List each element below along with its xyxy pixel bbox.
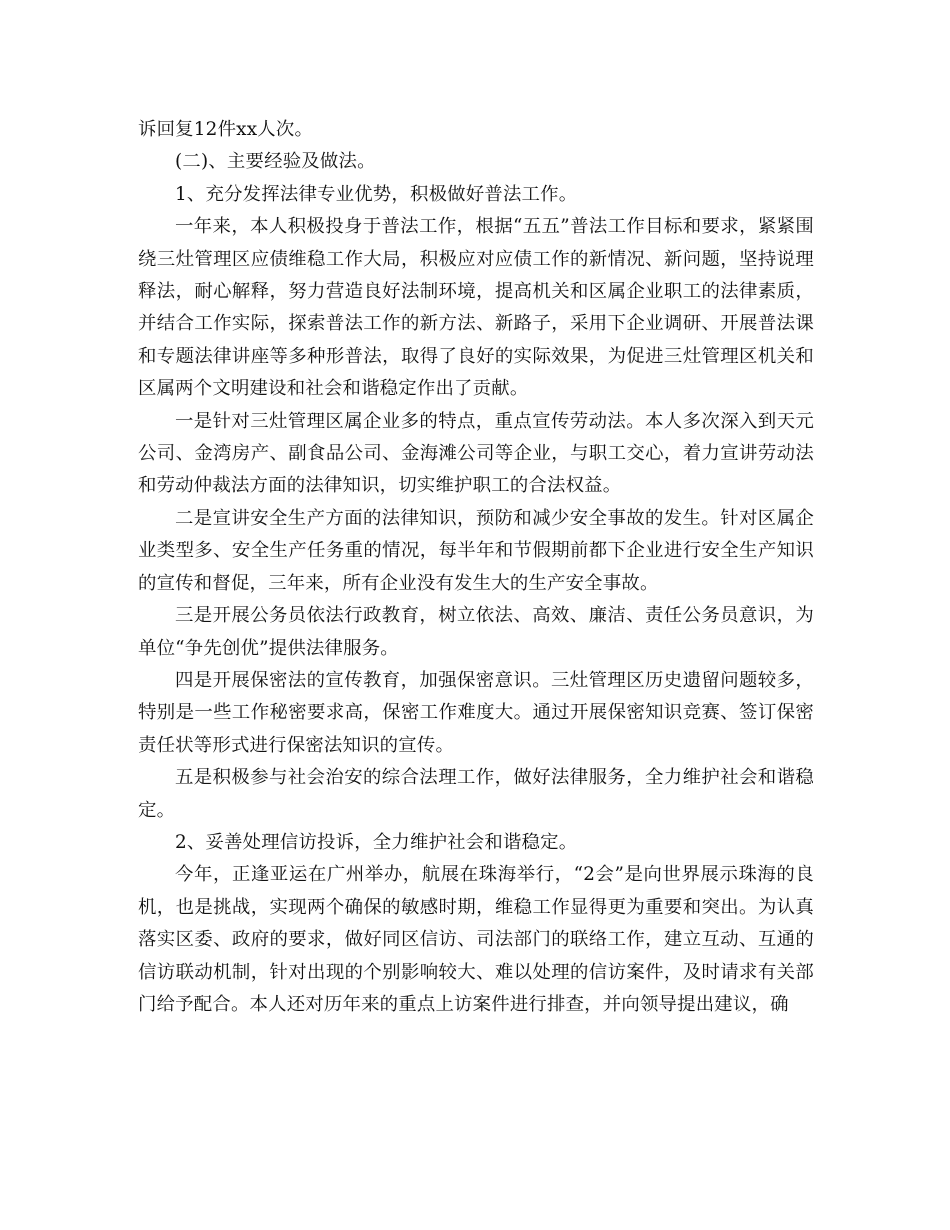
subheading-petitions: 2、妥善处理信访投诉，全力维护社会和谐稳定。 — [175, 831, 578, 853]
paragraph-point-two: 二是宣讲安全生产方面的法律知识，预防和减少安全事故的发生。针对区属企业类型多、安全生产任务重的情况，每半年和节假期前都下企业进行安全生产知识的宣传和督促，三年来，所有企业没有发生大的生产安全事故。 — [138, 507, 814, 594]
section-heading-main-experience: (二)、主要经验及做法。 — [175, 151, 376, 173]
paragraph-point-five: 五是积极参与社会治安的综合法理工作，做好法律服务，全力维护社会和谐稳定。 — [138, 767, 814, 821]
paragraph-point-one: 一是针对三灶管理区属企业多的特点，重点宣传劳动法。本人多次深入到天元公司、金湾房产、副食品公司、金海滩公司等企业，与职工交心，着力宣讲劳动法和劳动仲裁法方面的法律知识，切实维护职工的合法权益。 — [138, 410, 814, 497]
paragraph-point-three: 三是开展公务员依法行政教育，树立依法、高效、廉洁、责任公务员意识，为单位“争先创优”提供法律服务。 — [138, 605, 814, 659]
paragraph-legal-education-overview: 一年来，本人积极投身于普法工作，根据“五五”普法工作目标和要求，紧紧围绕三灶管理区应债维稳工作大局，积极应对应债工作的新情况、新问题，坚持说理释法，耐心解释，努力营造良好法制环境，提高机关和区属企业职工的法律素质，并结合工作实际，探索普法工作的新方法、新路子，采用下企业调研、开展普法课和专题法律讲座等多种形普法，取得了良好的实际效果，为促进三灶管理区机关和区属两个文明建设和社会和谐稳定作出了贡献。 — [138, 216, 814, 400]
paragraph-1: 诉回复12件xx人次。 — [138, 119, 314, 140]
paragraph-petitions-detail: 今年，正逢亚运在广州举办，航展在珠海举行，“2会”是向世界展示珠海的良机，也是挑战，实现两个确保的敏感时期，维稳工作显得更为重要和突出。为认真落实区委、政府的要求，做好同区信访、司法部门的联络工作，建立互动、互通的信访联动机制，针对出现的个别影响较大、难以处理的信访案件，及时请求有关部门给予配合。本人还对历年来的重点上访案件进行排查，并向领导提出建议，确 — [138, 864, 814, 1015]
subheading-legal-education: 1、充分发挥法律专业优势，积极做好普法工作。 — [175, 183, 578, 205]
paragraph-point-four: 四是开展保密法的宣传教育，加强保密意识。三灶管理区历史遗留问题较多，特别是一些工作秘密要求高，保密工作难度大。通过开展保密知识竞赛、签订保密责任状等形式进行保密法知识的宣传。 — [138, 669, 814, 756]
document-body — [138, 114, 814, 1021]
